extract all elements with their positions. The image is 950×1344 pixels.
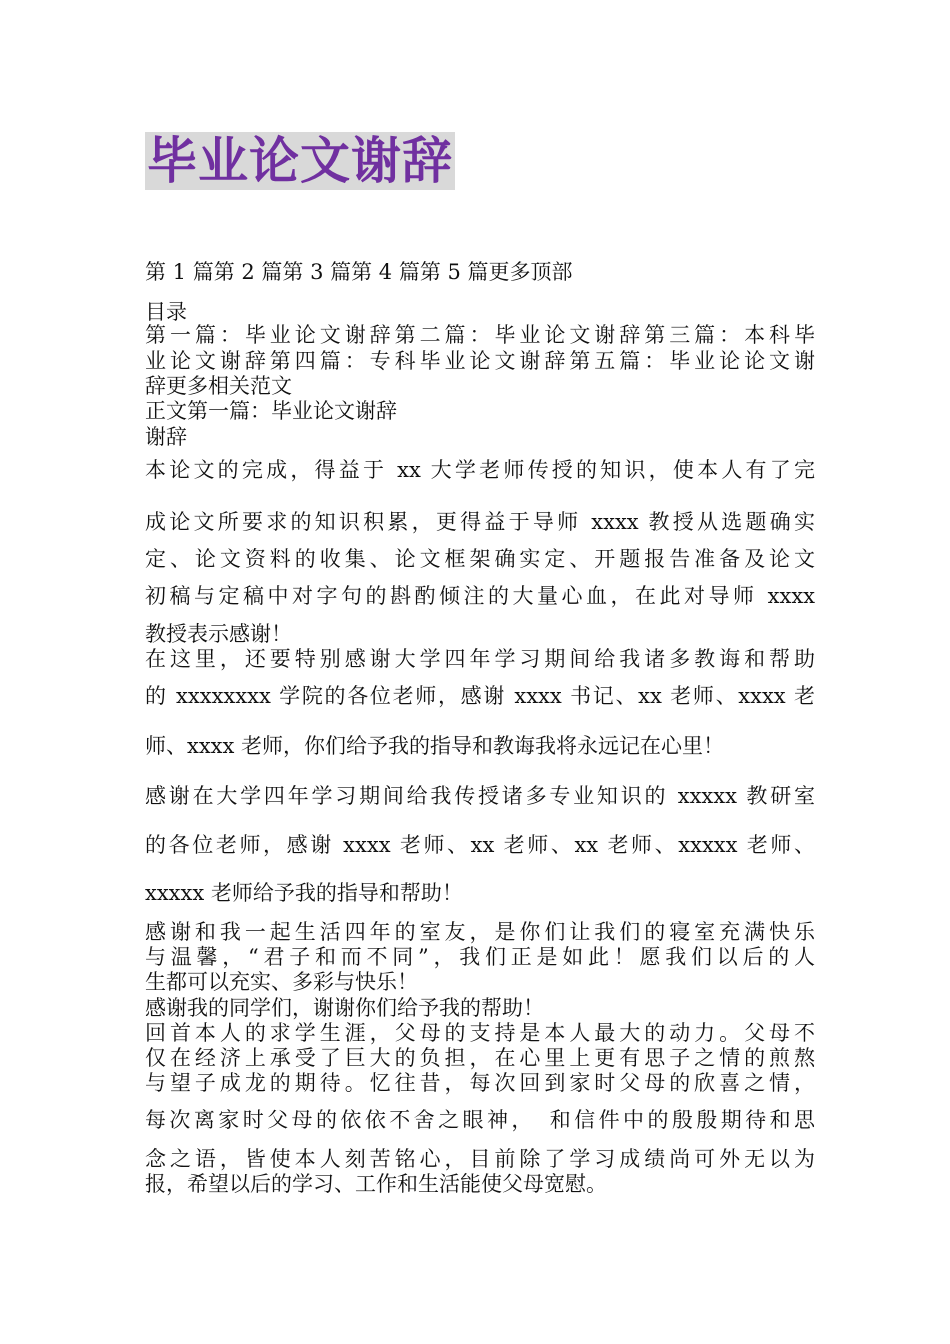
toc-line: 辞更多相关范文 — [145, 374, 292, 398]
paragraph-line: 教授表示感谢！ — [145, 622, 292, 646]
section-heading: 谢辞 — [145, 425, 187, 449]
paragraph-line: 念之语，皆使本人刻苦铭心，目前除了学习成绩尚可外无以为 — [145, 1147, 815, 1171]
paragraph-line: 报，希望以后的学习、工作和生活能使父母宽慰。 — [145, 1172, 607, 1196]
paragraph-line: 感谢在大学四年学习期间给我传授诸多专业知识的 xxxxx 教研室 — [145, 784, 815, 808]
body-start-label: 正文第一篇：毕业论文谢辞 — [145, 399, 397, 423]
paragraph-line: 感谢和我一起生活四年的室友，是你们让我们的寝室充满快乐 — [145, 920, 815, 944]
paragraph-line: 感谢我的同学们，谢谢你们给予我的帮助！ — [145, 996, 544, 1020]
paragraph-line: 与望子成龙的期待。忆往昔，每次回到家时父母的欣喜之情， — [145, 1071, 815, 1095]
toc-line: 业论文谢辞第四篇：专科毕业论文谢辞第五篇：毕业论论文谢 — [145, 349, 815, 373]
paragraph-line: 回首本人的求学生涯，父母的支持是本人最大的动力。父母不 — [145, 1021, 815, 1045]
toc-line: 第一篇：毕业论文谢辞第二篇：毕业论文谢辞第三篇：本科毕 — [145, 323, 815, 347]
paragraph-line: xxxxx 老师给予我的指导和帮助！ — [145, 881, 463, 905]
paragraph-line: 与温馨，“君子和而不同”，我们正是如此！愿我们以后的人 — [145, 945, 815, 969]
paragraph-line: 每次离家时父母的依依不舍之眼神， 和信件中的殷殷期待和思 — [145, 1108, 815, 1132]
paragraph-line: 生都可以充实、多彩与快乐！ — [145, 970, 418, 994]
toc-heading: 目录 — [145, 300, 187, 324]
paragraph-line: 仅在经济上承受了巨大的负担，在心里上更有思子之情的煎熬 — [145, 1046, 815, 1070]
paragraph-line: 本论文的完成，得益于 xx 大学老师传授的知识，使本人有了完 — [145, 458, 815, 482]
paragraph-line: 的 xxxxxxxx 学院的各位老师，感谢 xxxx 书记、xx 老师、xxxx 老 — [145, 684, 815, 708]
paragraph-line: 成论文所要求的知识积累，更得益于导师 xxxx 教授从选题确实 — [145, 510, 815, 534]
paragraph-line: 初稿与定稿中对字句的斟酌倾注的大量心血，在此对导师 xxxx — [145, 584, 815, 608]
paragraph-line: 师、xxxx 老师，你们给予我的指导和教诲我将永远记在心里！ — [145, 734, 725, 758]
paragraph-line: 定、论文资料的收集、论文框架确实定、开题报告准备及论文 — [145, 547, 815, 571]
section-nav: 第 1 篇第 2 篇第 3 篇第 4 篇第 5 篇更多顶部 — [145, 260, 573, 284]
paragraph-line: 在这里，还要特别感谢大学四年学习期间给我诸多教诲和帮助 — [145, 647, 815, 671]
paragraph-line: 的各位老师，感谢 xxxx 老师、xx 老师、xx 老师、xxxxx 老师、 — [145, 833, 815, 857]
document-title: 毕业论文谢辞 — [147, 132, 453, 190]
